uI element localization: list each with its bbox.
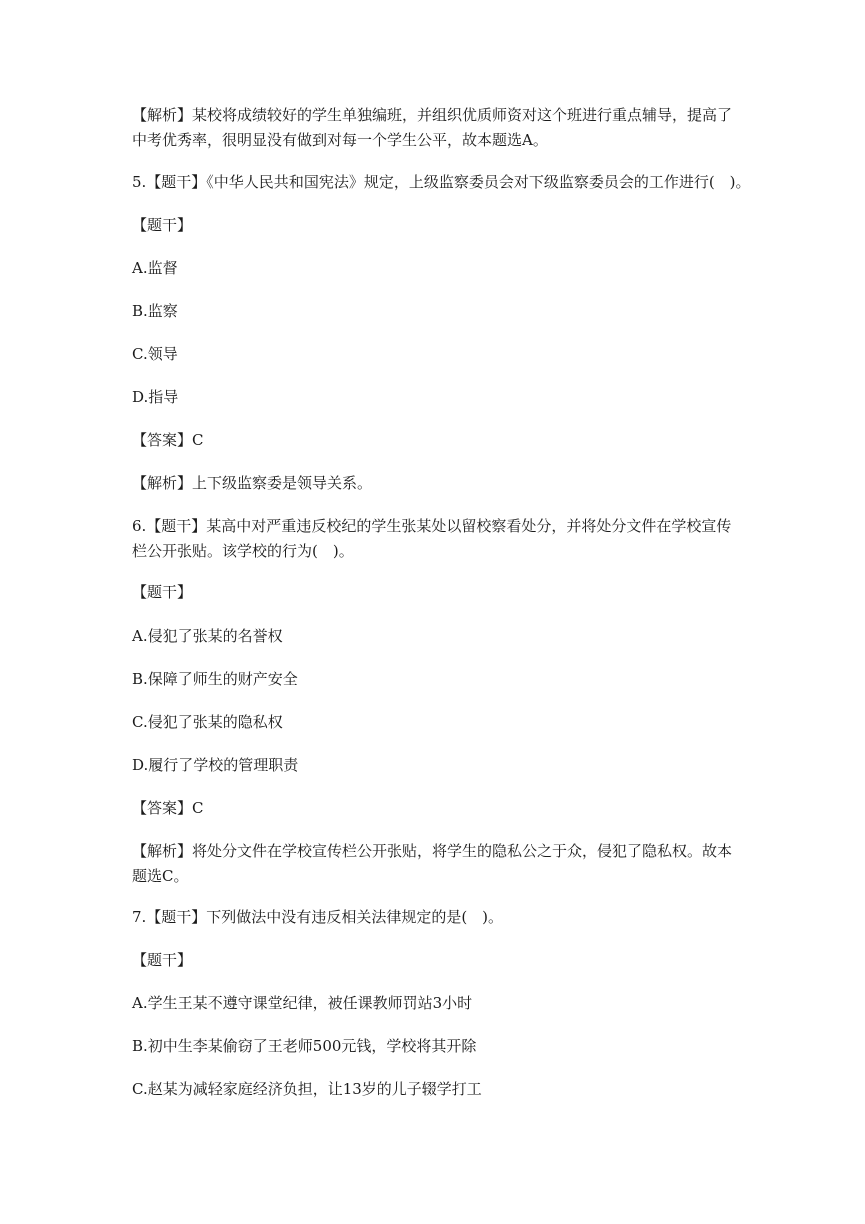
answer-line: 【答案】C — [132, 431, 204, 449]
stem-label: 【题干】 — [132, 216, 193, 234]
explanation-paragraph: 【解析】上下级监察委是领导关系。 — [132, 474, 373, 492]
question-7-stem: 7.【题干】下列做法中没有违反相关法律规定的是( )。 — [132, 908, 504, 926]
option-a: A.学生王某不遵守课堂纪律，被任课教师罚站3小时 — [132, 994, 473, 1012]
explanation-paragraph: 【解析】某校将成绩较好的学生单独编班，并组织优质师资对这个班进行重点辅导，提高了中考优秀率，很明显没有做到对每一个学生公平，故本题选A。 — [132, 106, 733, 149]
option-b: B.监察 — [132, 302, 178, 320]
option-c: C.侵犯了张某的隐私权 — [132, 713, 283, 731]
option-c: C.赵某为减轻家庭经济负担，让13岁的儿子辍学打工 — [132, 1080, 482, 1098]
option-d: D.履行了学校的管理职责 — [132, 756, 299, 774]
stem-label: 【题干】 — [132, 951, 193, 969]
answer-line: 【答案】C — [132, 799, 204, 817]
option-b: B.初中生李某偷窃了王老师500元钱，学校将其开除 — [132, 1037, 477, 1055]
option-b: B.保障了师生的财产安全 — [132, 670, 298, 688]
explanation-paragraph: 【解析】将处分文件在学校宣传栏公开张贴，将学生的隐私公之于众，侵犯了隐私权。故本题选C。 — [132, 842, 733, 885]
question-5-stem: 5.【题干】《中华人民共和国宪法》规定，上级监察委员会对下级监察委员会的工作进行( )。 — [132, 173, 751, 191]
option-a: A.监督 — [132, 259, 178, 277]
option-d: D.指导 — [132, 388, 179, 406]
option-a: A.侵犯了张某的名誉权 — [132, 627, 283, 645]
stem-label: 【题干】 — [132, 583, 193, 601]
option-c: C.领导 — [132, 345, 178, 363]
question-6-stem: 6.【题干】某高中对严重违反校纪的学生张某处以留校察看处分，并将处分文件在学校宣传栏公开张贴。该学校的行为( )。 — [132, 517, 732, 560]
